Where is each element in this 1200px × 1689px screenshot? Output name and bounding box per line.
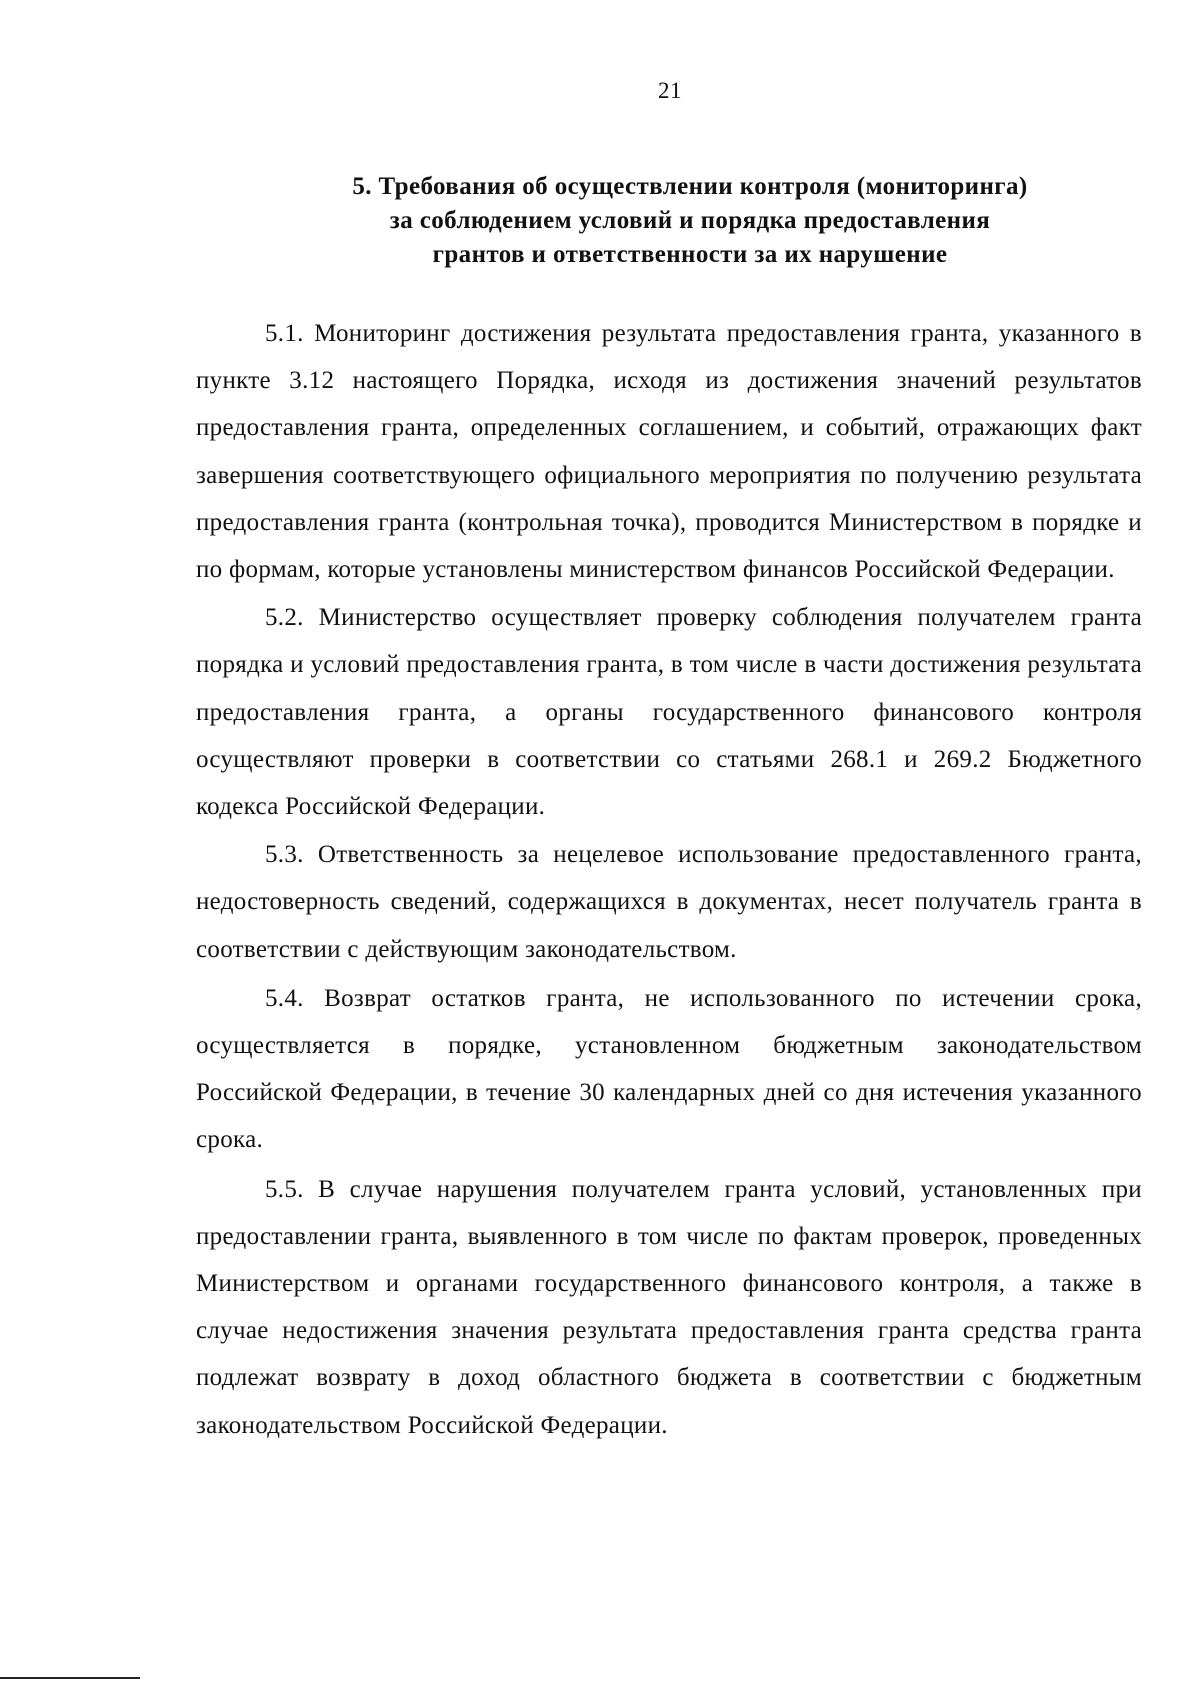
heading-line: за соблюдением условий и порядка предоставления [389, 207, 991, 234]
page-number: 21 [658, 78, 682, 103]
body-text [196, 310, 1142, 1449]
section-heading [300, 170, 1080, 272]
heading-line: 5. Требования об осуществлении контроля (мониторинга) [352, 173, 1028, 200]
paragraph-5-2: 5.2. Министерство осуществляет проверку соблюдения получателем гранта порядка и условий предоставления гранта, в том числе в части достижения результата предоставления гранта, а органы государственного финансового контроля осуществляют проверки в соответствии со статьями 268.1 и 269.2 Бюджетного кодекса Российской Федерации. [196, 604, 1142, 821]
paragraph-5-3: 5.3. Ответственность за нецелевое использование предоставленного гранта, недостоверность сведений, содержащихся в документах, несет получатель гранта в соответствии с действующим законодательством. [196, 841, 1142, 963]
paragraph-5-5: 5.5. В случае нарушения получателем гранта условий, установленных при предоставлении гранта, выявленного в том числе по фактам проверок, проведенных Министерством и органами государственного финансового контроля, а также в случае недостижения значения результата предоставления гранта средства гранта подлежат возврату в доход областного бюджета в соответствии с бюджетным законодательством Российской Федерации. [196, 1175, 1142, 1439]
paragraph-5-1: 5.1. Мониторинг достижения результата предоставления гранта, указанного в пункте 3.12 настоящего Порядка, исходя из достижения значений результатов предоставления гранта, определенных соглашением, и событий, отражающих факт завершения соответствующего официального мероприятия по получению результата предоставления гранта (контрольная точка), проводится Министерством в порядке и по формам, которые установлены министерством финансов Российской Федерации. [196, 320, 1142, 584]
footnote-divider [0, 1677, 140, 1679]
heading-line: грантов и ответственности за их нарушение [432, 241, 948, 268]
paragraph-5-4: 5.4. Возврат остатков гранта, не использованного по истечении срока, осуществляется в порядке, установленном бюджетным законодательством Российской Федерации, в течение 30 календарных дней со дня истечения указанного срока. [196, 984, 1142, 1154]
